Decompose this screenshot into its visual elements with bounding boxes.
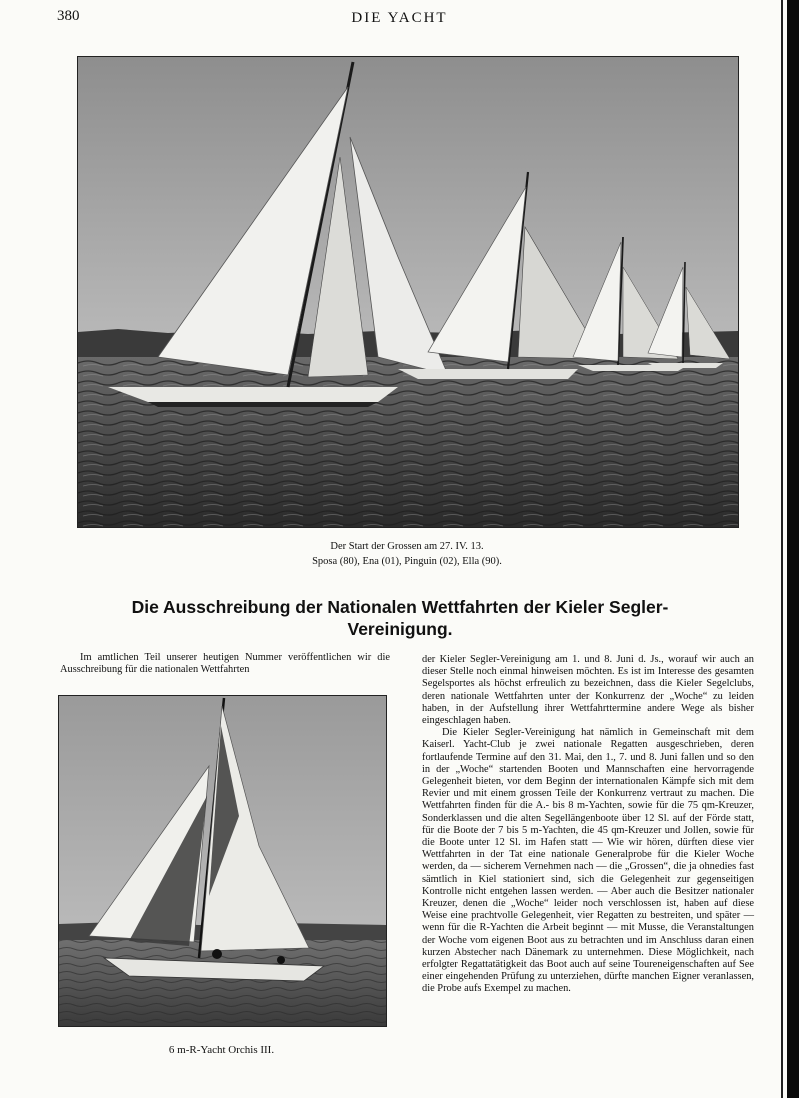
top-photo-caption [77,539,737,569]
running-head: DIE YACHT [351,10,448,26]
right-paragraph-2: Die Kieler Segler-Vereinigung hat nämlich in Gemeinschaft mit dem Kaiserl. Yacht-Club je zwei nationale Regatten ausgeschrieben, deren fortlaufende Termine auf den 31. Mai, den 1., 7. und 8. Juni fallen und so den in der „Woche“ startenden Booten und Mannschaften eine hervorragende Gelegenheit bieten, vor dem Beginn der internationalen Kämpfe sich mit dem Revier und mit einem grossen Teile der Konkurrenz vertraut zu machen. Die Wettfahrten finden für die A.- bis 8 m-Yachten, sowie für die 75 qm-Kreuzer, Sonderklassen und die alten Segellängenboote über 12 Sl. auf der Förde statt, für die Boote der 7 bis 5 m-Yachten, die 45 qm-Kreuzer und Jollen, sowie für die Boote unter 12 Sl. im Hafen statt — Wie wir hören, dürften diese vier Wettfahrten in der Tat eine nationale Generalprobe für die Kieler Woche werden, da — sicherem Vernehmen nach — die „Grossen“, die ja ohnedies fast sämtlich in Kiel stationiert sind, sich die Gelegenheit zur gegenseitigen Kontrolle nicht entgehen lassen werden. — Aber auch die Besitzer nationaler Kreuzer, denen die „Woche“ leider noch verschlossen ist, haben auf diese Weise eine prachtvolle Gelegenheit, vier Regatten zu bestreiten, und später — wenn für die R-Yachten die Arbeit beginnt — mit Musse, die Veranstaltungen der Woche vom eigenen Boot aus zu betrachten und im Anschluss daran einen kurzen Abstecher nach Dänemark zu unternehmen. Diese Möglichkeit, nach erfolgter Regattatätigkeit das Boot auch auf seine Toureneigenschaften auf See einer eingehenden Prüfung zu unterziehen, dürfte manchen Eigner veranlassen, die Probe aufs Exempel zu machen. [422,727,754,995]
caption-line-2: Sposa (80), Ena (01), Pinguin (02), Ella (90). [312,556,502,567]
right-paragraph-1: der Kieler Segler-Vereinigung am 1. und 8. Juni d. Js., worauf wir auch an dieser Stelle noch einmal hinweisen möchten. Es ist im Interesse des gesamten Segelsportes als höchst erfreulich zu bezeichnen, dass die Kieler Segelclubs, deren nationale Wettfahrten unter der Konkurrenz der „Woche“ zu leiden haben, in der Aufstellung ihrer Wettfahrttermine andere Wege als bisher eingeschlagen haben. [422,654,754,727]
intro-paragraph: Im amtlichen Teil unserer heutigen Nummer veröffentlichen wir die Ausschreibung für die nationalen Wettfahrten [60,652,390,676]
bottom-photo-caption: 6 m-R-Yacht Orchis III. [168,1044,275,1056]
bottom-photo-orchis [58,695,387,1027]
caption-line-1: Der Start der Grossen am 27. IV. 13. [330,541,484,552]
page-number: 380 [57,8,80,24]
right-column [422,654,754,996]
top-photo-regatta-start [77,56,739,528]
page-edge-line [781,0,783,1098]
left-column-intro [60,652,390,676]
article-headline: Die Ausschreibung der Nationalen Wettfahrten der Kieler Segler-Vereinigung. [131,597,669,639]
scan-edge [787,0,799,1098]
